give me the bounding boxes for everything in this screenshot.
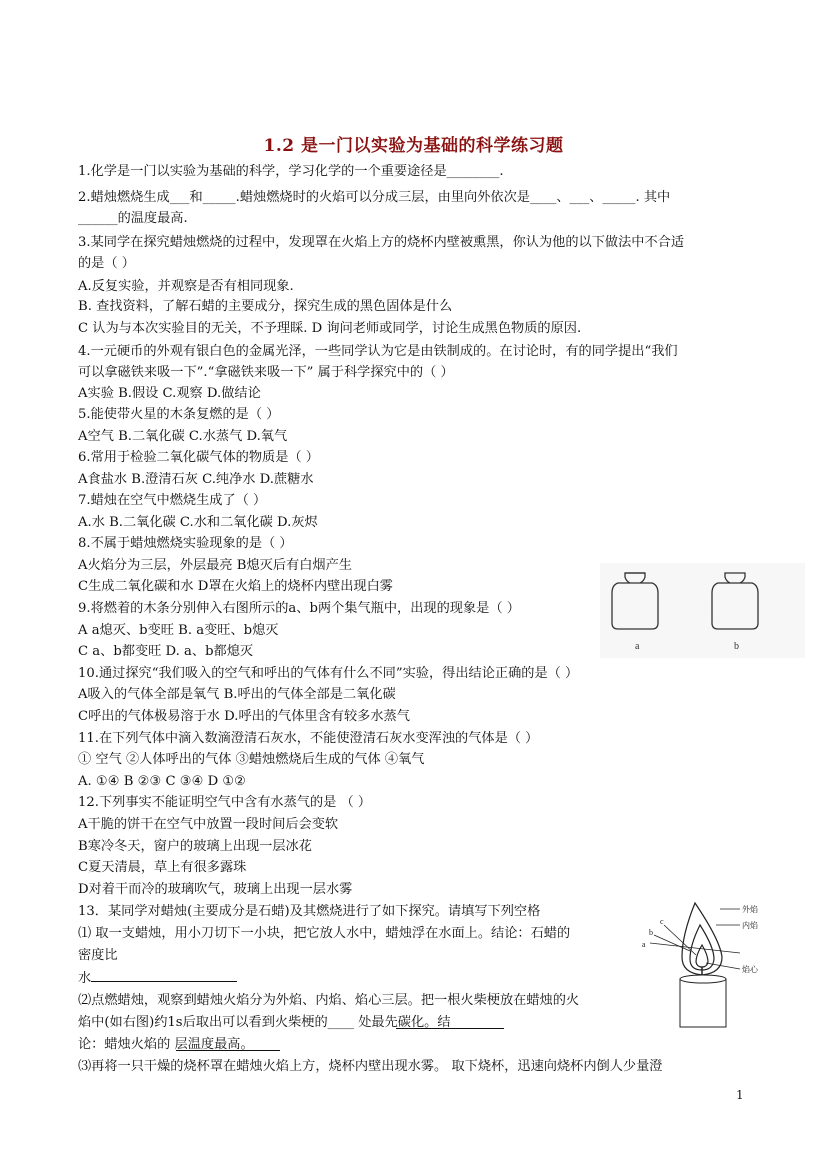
label-a: a: [642, 940, 646, 949]
q12-option-d: D对着干而冷的玻璃吹气，玻璃上出现一层水雾: [78, 882, 353, 897]
label-c: c: [660, 917, 664, 926]
q3-option-cd: C 认为与本次实验目的无关，不予理睬. D 询问老师或同学，讨论生成黑色物质的原因.: [78, 321, 582, 336]
label-flame-core: 焰心: [742, 965, 758, 974]
q12-option-b: B寒冷冬天，窗户的玻璃上出现一层冰花: [78, 839, 312, 854]
q11-items: ① 空气 ②人体呼出的气体 ③蜡烛燃烧后生成的气体 ④氧气: [78, 752, 425, 767]
q13-part2-cont: 焰中(如右图)约1s后取出可以看到火柴梗的____ 处最先碳化。结: [78, 1015, 451, 1030]
page-title: 1.2 是一门以实验为基础的科学练习题: [263, 136, 564, 156]
q13-text: 13．某同学对蜡烛(主要成分是石蜡)及其燃烧进行了如下探究。请填写下列空格: [78, 904, 541, 919]
q13-part2-conclusion: 论：蜡烛火焰的 层温度最高。: [78, 1037, 254, 1052]
q2-text: 2.蜡烛燃烧生成___和_____.蜡烛燃烧时的火焰可以分成三层，由里向外依次是____、___、_____. 其中: [78, 190, 671, 205]
q8-options-ab: A火焰分为三层，外层最亮 B熄灭后有白烟产生: [78, 558, 352, 573]
q12-text: 12.下列事实不能证明空气中含有水蒸气的是 （ ）: [78, 795, 372, 810]
q12-option-c: C夏天清晨，草上有很多露珠: [78, 860, 247, 875]
q10-options-ab: A吸入的气体全部是氧气 B.呼出的气体全部是二氧化碳: [78, 687, 396, 702]
q13-part1-cont: 密度比: [78, 948, 118, 963]
q5-options: A空气 B.二氧化碳 C.水蒸气 D.氧气: [78, 429, 288, 444]
q10-options-cd: C呼出的气体极易溶于水 D.呼出的气体里含有较多水蒸气: [78, 709, 410, 724]
q3-option-b: B. 查找资料，了解石蜡的主要成分，探究生成的黑色固体是什么: [78, 299, 453, 314]
q7-options: A.水 B.二氧化碳 C.水和二氧化碳 D.灰烬: [78, 515, 318, 530]
q13-part2-blank-b[interactable]: [176, 1038, 280, 1051]
q9-text: 9.将燃着的木条分别伸入右图所示的a、b两个集气瓶中，出现的现象是（ ）: [78, 601, 520, 616]
q6-options: A食盐水 B.澄清石灰 C.纯净水 D.蔗糖水: [78, 472, 314, 487]
q11-options: A. ①④ B ②③ C ③④ D ①②: [78, 774, 246, 789]
label-inner-flame: 内焰: [742, 921, 758, 930]
jar-a-label: a: [635, 641, 640, 652]
q4-text: 4.一元硬币的外观有银白色的金属光泽，一些同学认为它是由铁制成的。在讨论时，有的同学提出“我们: [78, 344, 678, 359]
q3-text-cont: 的是（ ）: [78, 256, 135, 271]
q13-part2: ⑵点燃蜡烛，观察到蜡烛火焰分为外焰、内焰、焰心三层。把一根火柴梗放在蜡烛的火: [78, 993, 580, 1008]
q11-text: 11.在下列气体中滴入数滴澄清石灰水，不能使澄清石灰水变浑浊的气体是（ ）: [78, 731, 539, 746]
q1-text: 1.化学是一门以实验为基础的科学，学习化学的一个重要途径是________.: [78, 164, 504, 179]
q5-text: 5.能使带火星的木条复燃的是（ ）: [78, 407, 280, 422]
jar-b-label: b: [734, 641, 739, 652]
q6-text: 6.常用于检验二氧化碳气体的物质是（ ）: [78, 450, 319, 465]
q13-part1-answer-label: 水: [78, 971, 92, 986]
q10-text: 10.通过探究“我们吸入的空气和呼出的气体有什么不同”实验，得出结论正确的是（ ）: [78, 666, 579, 681]
q13-part2-blank-a[interactable]: [396, 1016, 504, 1029]
q8-text: 8.不属于蜡烛燃烧实验现象的是（ ）: [78, 536, 293, 551]
q2-text-cont: ______的温度最高.: [78, 211, 188, 226]
q3-option-a: A.反复实验，并观察是否有相同现象.: [78, 279, 294, 294]
q3-text: 3.某同学在探究蜡烛燃烧的过程中，发现罩在火焰上方的烧杯内壁被熏黑，你认为他的以下做法中不合适: [78, 235, 685, 250]
q4-text-cont: 可以拿磁铁来吸一下”.“拿磁铁来吸一下” 属于科学探究中的（ ）: [78, 365, 454, 380]
gas-jars-svg: [600, 563, 805, 658]
candle-flame-figure: [640, 895, 770, 1034]
q13-part1: ⑴ 取一支蜡烛，用小刀切下一小块，把它放人水中，蜡烛浮在水面上。结论：石蜡的: [78, 926, 571, 941]
candle-flame-svg: [640, 895, 770, 1030]
q9-options-ab: A a熄灭、b变旺 B. a变旺、b熄灭: [78, 623, 279, 638]
label-outer-flame: 外焰: [742, 905, 758, 914]
label-b: b: [649, 928, 653, 937]
gas-jars-figure: [600, 563, 805, 662]
q12-option-a: A干脆的饼干在空气中放置一段时间后会变软: [78, 817, 339, 832]
page-number: 1: [736, 1088, 744, 1102]
q7-text: 7.蜡烛在空气中燃烧生成了（ ）: [78, 493, 267, 508]
q8-options-cd: C生成二氧化碳和水 D罩在火焰上的烧杯内壁出现白雾: [78, 579, 393, 594]
q4-options: A实验 B.假设 C.观察 D.做结论: [78, 386, 261, 401]
q9-options-cd: C a、b都变旺 D. a、b都熄灭: [78, 644, 254, 659]
candle-body-icon: [680, 975, 726, 1027]
q13-part1-answer: [78, 969, 237, 988]
q13-part1-blank[interactable]: [91, 969, 237, 982]
q13-part3: ⑶再将一只干燥的烧杯罩在蜡烛火焰上方，烧杯内壁出现水雾。 取下烧杯，迅速向烧杯内倒人少量澄: [78, 1059, 663, 1074]
